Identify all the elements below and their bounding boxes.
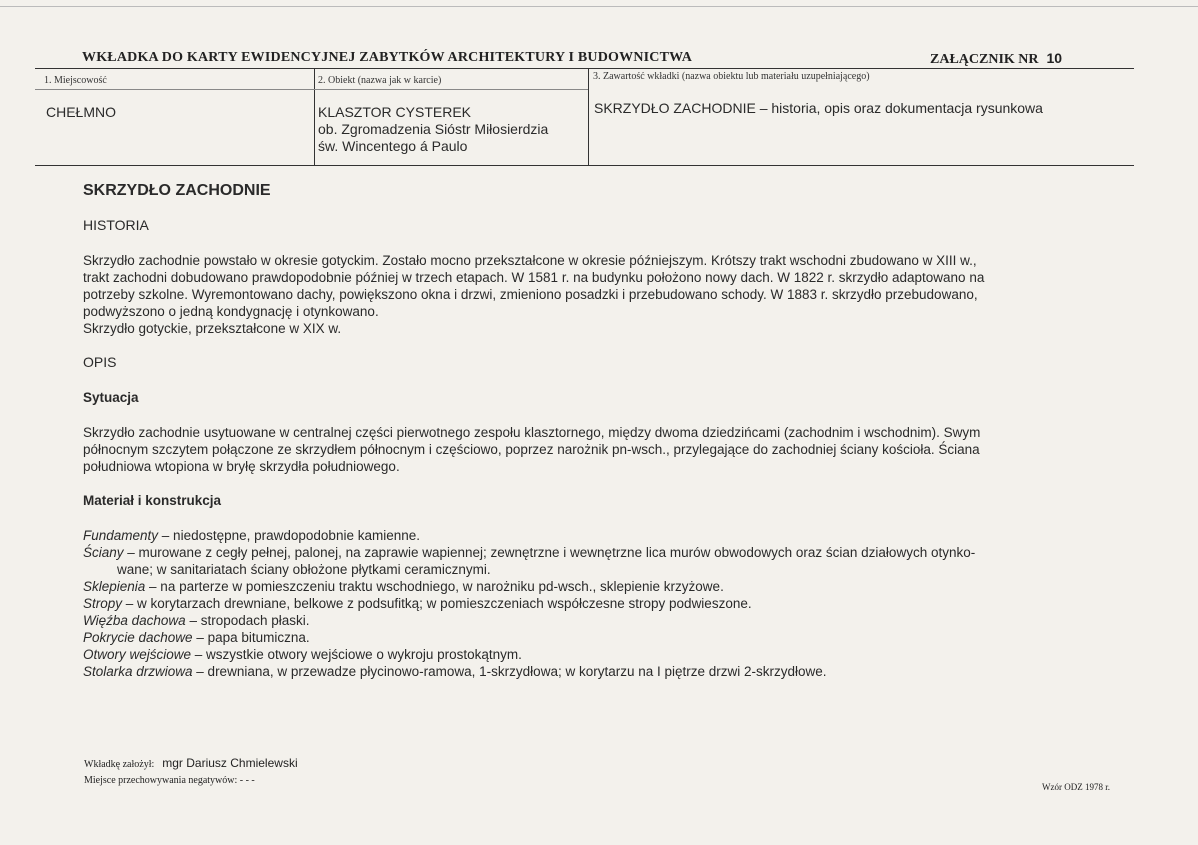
material-text: – murowane z cegły pełnej, palonej, na zaprawie wapiennej; zewnętrzne i wewnętrzne lica murów obwodowych oraz ścian działowych otynko- xyxy=(123,545,976,560)
field-3-label: 3. Zawartość wkładki (nazwa obiektu lub materiału uzupełniającego) xyxy=(593,71,870,82)
field-1-label: 1. Miejscowość xyxy=(44,75,107,86)
scan-edge-line xyxy=(0,6,1198,7)
material-text: – niedostępne, prawdopodobnie kamienne. xyxy=(158,528,420,543)
label-rule xyxy=(35,89,588,90)
sytuacja-heading: Sytuacja xyxy=(83,390,139,405)
header-rule-bottom xyxy=(35,165,1134,166)
field-2-value xyxy=(318,104,548,155)
material-text: – stropodach płaski. xyxy=(185,613,310,628)
material-item xyxy=(83,612,1133,629)
material-term: Stropy xyxy=(83,596,123,611)
opis-heading: OPIS xyxy=(83,354,117,370)
historia-paragraph xyxy=(83,252,1133,337)
annex-number: 10 xyxy=(1046,50,1063,66)
material-term: Więźba dachowa xyxy=(83,613,186,628)
material-text: – w korytarzach drewniane, belkowe z podsufitką; w pomieszczeniach współczesne stropy podwieszone. xyxy=(122,596,752,611)
material-heading: Materiał i konstrukcja xyxy=(83,493,222,508)
main-content xyxy=(83,182,1133,680)
material-item xyxy=(83,544,1133,561)
material-text: wane; w sanitariatach ściany obłożone płytkami ceramicznymi. xyxy=(117,562,491,577)
material-term: Pokrycie dachowe xyxy=(83,630,193,645)
founder-line xyxy=(84,756,298,770)
material-item xyxy=(83,578,1133,595)
sytuacja-line: Skrzydło zachodnie usytuowane w centralnej części pierwotnego zespołu klasztornego, między dwoma dziedzińcami (zachodnim i wschodnim). Swym xyxy=(83,425,981,440)
historia-line: Skrzydło zachodnie powstało w okresie gotyckim. Zostało mocno przekształcone w okresie późniejszym. Krótszy trakt wschodni zbudowano w XIII w., xyxy=(83,253,977,268)
historia-heading: HISTORIA xyxy=(83,217,149,233)
field-2-line: ob. Zgromadzenia Sióstr Miłosierdzia xyxy=(318,121,549,137)
form-title: WKŁADKA DO KARTY EWIDENCYJNEJ ZABYTKÓW ARCHITEKTURY I BUDOWNICTWA xyxy=(82,50,693,65)
negatives-location: Miejsce przechowywania negatywów: - - - xyxy=(84,775,255,786)
material-item-continuation xyxy=(83,561,1133,578)
material-item xyxy=(83,595,1133,612)
form-reference: Wzór ODZ 1978 r. xyxy=(1042,782,1110,792)
material-item xyxy=(83,646,1133,663)
field-divider-2 xyxy=(588,68,589,165)
material-term: Sklepienia xyxy=(83,579,146,594)
material-item xyxy=(83,527,1133,544)
annex-label xyxy=(930,50,1062,68)
material-text: – wszystkie otwory wejściowe o wykroju prostokątnym. xyxy=(191,647,522,662)
annex-label-text: ZAŁĄCZNIK NR xyxy=(930,52,1039,67)
sytuacja-line: północnym szczytem połączone ze skrzydłem północnym i częściowo, poprzez narożnik pn-wsch., przylegające do zachodniej ściany kościoła. Ściana xyxy=(83,442,980,457)
material-list xyxy=(83,527,1133,680)
sytuacja-paragraph xyxy=(83,424,1133,475)
field-3-value: SKRZYDŁO ZACHODNIE – historia, opis oraz dokumentacja rysunkowa xyxy=(594,100,1043,116)
material-term: Ściany xyxy=(83,545,124,560)
material-text: – papa bitumiczna. xyxy=(192,630,310,645)
field-divider-1 xyxy=(314,68,315,165)
material-term: Stolarka drzwiowa xyxy=(83,664,193,679)
material-term: Fundamenty xyxy=(83,528,159,543)
material-item xyxy=(83,629,1133,646)
material-text: – na parterze w pomieszczeniu traktu wschodniego, w narożniku pd-wsch., sklepienie krzyżowe. xyxy=(145,579,724,594)
sytuacja-line: południowa wtopiona w bryłę skrzydła południowego. xyxy=(83,459,400,474)
header-rule-top xyxy=(35,68,1134,69)
field-2-line: KLASZTOR CYSTEREK xyxy=(318,104,472,120)
field-2-label: 2. Obiekt (nazwa jak w karcie) xyxy=(318,75,442,86)
material-item xyxy=(83,663,1133,680)
founder-label: Wkładkę założył: xyxy=(84,759,155,770)
section-title: SKRZYDŁO ZACHODNIE xyxy=(83,182,271,199)
field-1-value: CHEŁMNO xyxy=(46,104,117,120)
historia-line: Skrzydło gotyckie, przekształcone w XIX w. xyxy=(83,321,342,336)
material-text: – drewniana, w przewadze płycinowo-ramowa, 1-skrzydłowa; w korytarzu na I piętrze drzwi 2-skrzydłowe. xyxy=(192,664,827,679)
historia-line: potrzeby szkolne. Wyremontowano dachy, powiększono okna i drzwi, zmieniono posadzki i przebudowano schody. W 1883 r. skrzydło przebudowano, xyxy=(83,287,978,302)
historia-line: podwyższono o jedną kondygnację i otynkowano. xyxy=(83,304,379,319)
founder-name: mgr Dariusz Chmielewski xyxy=(162,756,298,770)
material-term: Otwory wejściowe xyxy=(83,647,192,662)
historia-line: trakt zachodni dobudowano prawdopodobnie później w trzech etapach. W 1581 r. na budynku położono nowy dach. W 1822 r. skrzydło adaptowano na xyxy=(83,270,985,285)
field-2-line: św. Wincentego á Paulo xyxy=(318,138,468,154)
